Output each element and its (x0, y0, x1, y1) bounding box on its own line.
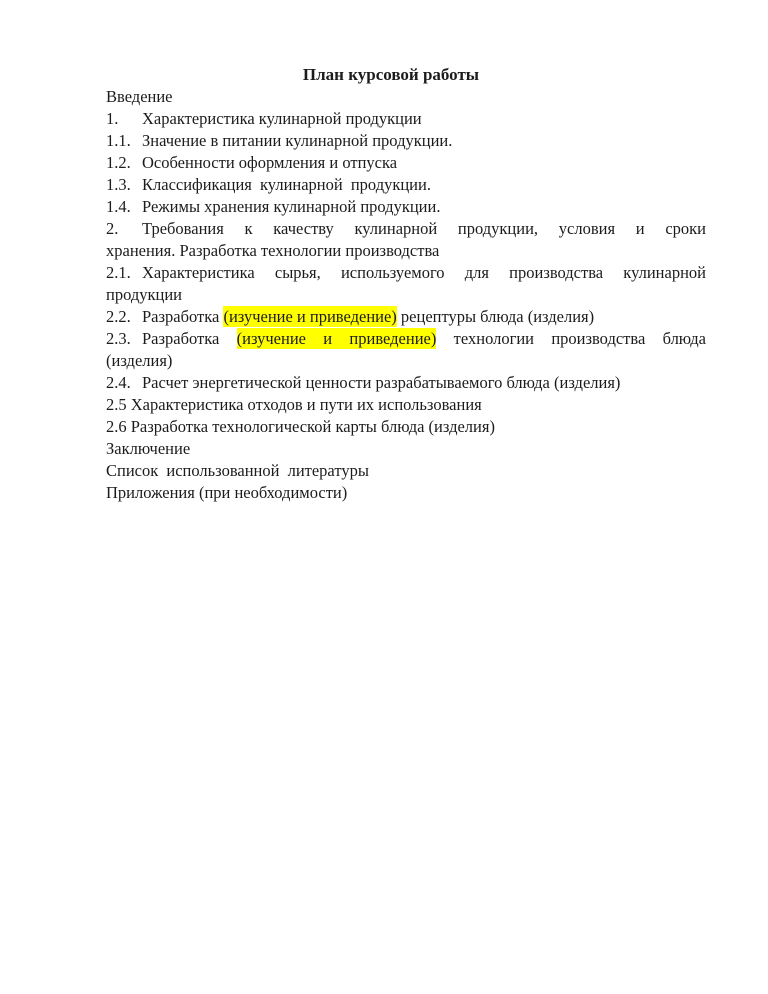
doc-line-references: Список использованной литературы (106, 461, 369, 480)
item-text (142, 306, 594, 327)
item-text: Характеристика сырья, используемого для производства кулинарной (142, 263, 706, 282)
item-number: 1.4. (106, 197, 131, 216)
item-text-before-highlight: Разработка (142, 307, 224, 326)
item-text: Классификация кулинарной продукции. (142, 175, 431, 194)
doc-line-2-3-continuation: (изделия) (106, 351, 173, 370)
doc-line-introduction: Введение (106, 87, 173, 106)
item-text: Режимы хранения кулинарной продукции. (142, 197, 441, 216)
doc-line-2-6: 2.6 Разработка технологической карты блюда (изделия) (106, 417, 495, 436)
doc-line-1-3 (106, 174, 706, 196)
item-text: Характеристика кулинарной продукции (142, 109, 422, 128)
item-number: 2.1. (106, 263, 131, 282)
doc-line-2-5: 2.5 Характеристика отходов и пути их использования (106, 395, 482, 414)
item-number: 1.1. (106, 131, 131, 150)
item-number: 2. (106, 219, 119, 238)
doc-line-1-1 (106, 130, 706, 152)
item-text-before-highlight: Разработка (142, 329, 237, 348)
page-title: План курсовой работы (302, 65, 480, 84)
doc-line-appendices: Приложения (при необходимости) (106, 483, 348, 502)
item-number: 2.3. (106, 329, 131, 348)
doc-line-1-2 (106, 152, 706, 174)
item-number: 2.4. (106, 373, 131, 392)
item-number: 1. (106, 109, 119, 128)
item-text: Особенности оформления и отпуска (142, 153, 398, 172)
doc-line-conclusion: Заключение (106, 439, 191, 458)
item-text: Требования к качеству кулинарной продукции, условия и сроки (142, 219, 706, 238)
item-number: 1.3. (106, 175, 131, 194)
item-number: 2.2. (106, 307, 131, 326)
doc-line-2 (106, 218, 706, 240)
doc-line-1 (106, 108, 706, 130)
highlighted-text: (изучение и приведение) (223, 307, 397, 326)
item-text (142, 328, 706, 349)
doc-line-2-1 (106, 262, 706, 284)
highlighted-text: (изучение и приведение) (236, 329, 437, 348)
doc-line-1-4 (106, 196, 706, 218)
item-number: 1.2. (106, 153, 131, 172)
item-text: Расчет энергетической ценности разрабатываемого блюда (изделия) (142, 373, 621, 392)
doc-line-2-continuation: хранения. Разработка технологии производства (106, 241, 440, 260)
doc-line-2-1-continuation: продукции (106, 285, 183, 304)
item-text-after-highlight: рецептуры блюда (изделия) (396, 307, 595, 326)
item-text: Значение в питании кулинарной продукции. (142, 131, 453, 150)
doc-line-2-3 (106, 328, 706, 350)
item-text-after-highlight: технологии производства блюда (436, 329, 707, 348)
doc-line-2-4 (106, 372, 706, 394)
doc-line-2-2 (106, 306, 706, 328)
